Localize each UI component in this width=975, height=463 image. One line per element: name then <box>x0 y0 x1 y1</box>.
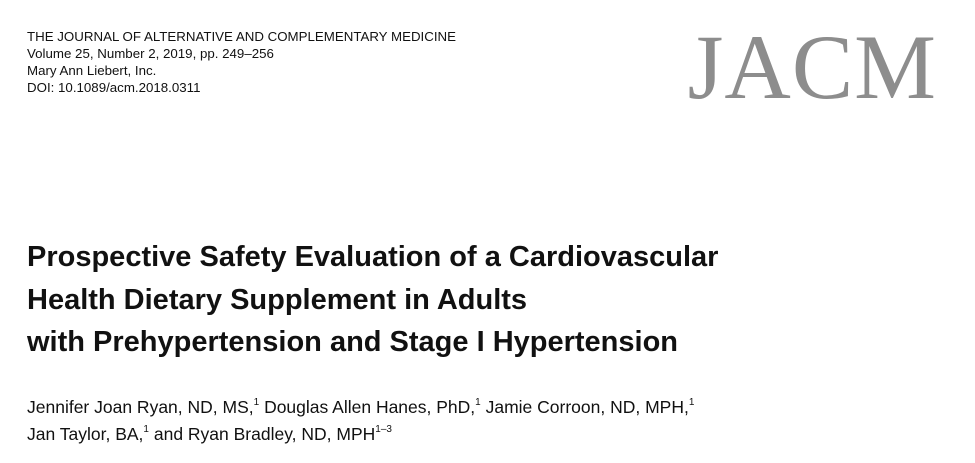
doi: DOI: 10.1089/acm.2018.0311 <box>27 80 201 95</box>
journal-header <box>27 28 456 96</box>
journal-logo: JACM <box>687 16 937 118</box>
affiliation-marker: 1 <box>688 397 695 409</box>
volume-info: Volume 25, Number 2, 2019, pp. 249–256 <box>27 46 274 61</box>
title-line: Health Dietary Supplement in Adults <box>27 283 528 316</box>
author-line <box>27 421 694 448</box>
author-name: Jan Taylor, BA, <box>27 424 144 444</box>
title-line: Prospective Safety Evaluation of a Cardiovascular <box>27 241 719 273</box>
publisher: Mary Ann Liebert, Inc. <box>27 63 157 78</box>
article-title <box>27 236 718 364</box>
author-list <box>27 394 694 448</box>
affiliation-marker: 1–3 <box>375 424 392 436</box>
affiliation-marker: 1 <box>143 424 149 436</box>
journal-name: THE JOURNAL OF ALTERNATIVE AND COMPLEMENTARY MEDICINE <box>27 29 457 44</box>
author-name: Jennifer Joan Ryan, ND, MS, <box>27 397 254 417</box>
author-line <box>27 394 694 421</box>
affiliation-marker: 1 <box>475 397 481 409</box>
author-name: Jamie Corroon, ND, MPH, <box>485 397 689 417</box>
affiliation-marker: 1 <box>253 397 260 409</box>
author-name: Douglas Allen Hanes, PhD, <box>264 397 476 417</box>
title-line: with Prehypertension and Stage I Hypertension <box>27 326 679 358</box>
author-name: and Ryan Bradley, ND, MPH <box>153 424 376 444</box>
